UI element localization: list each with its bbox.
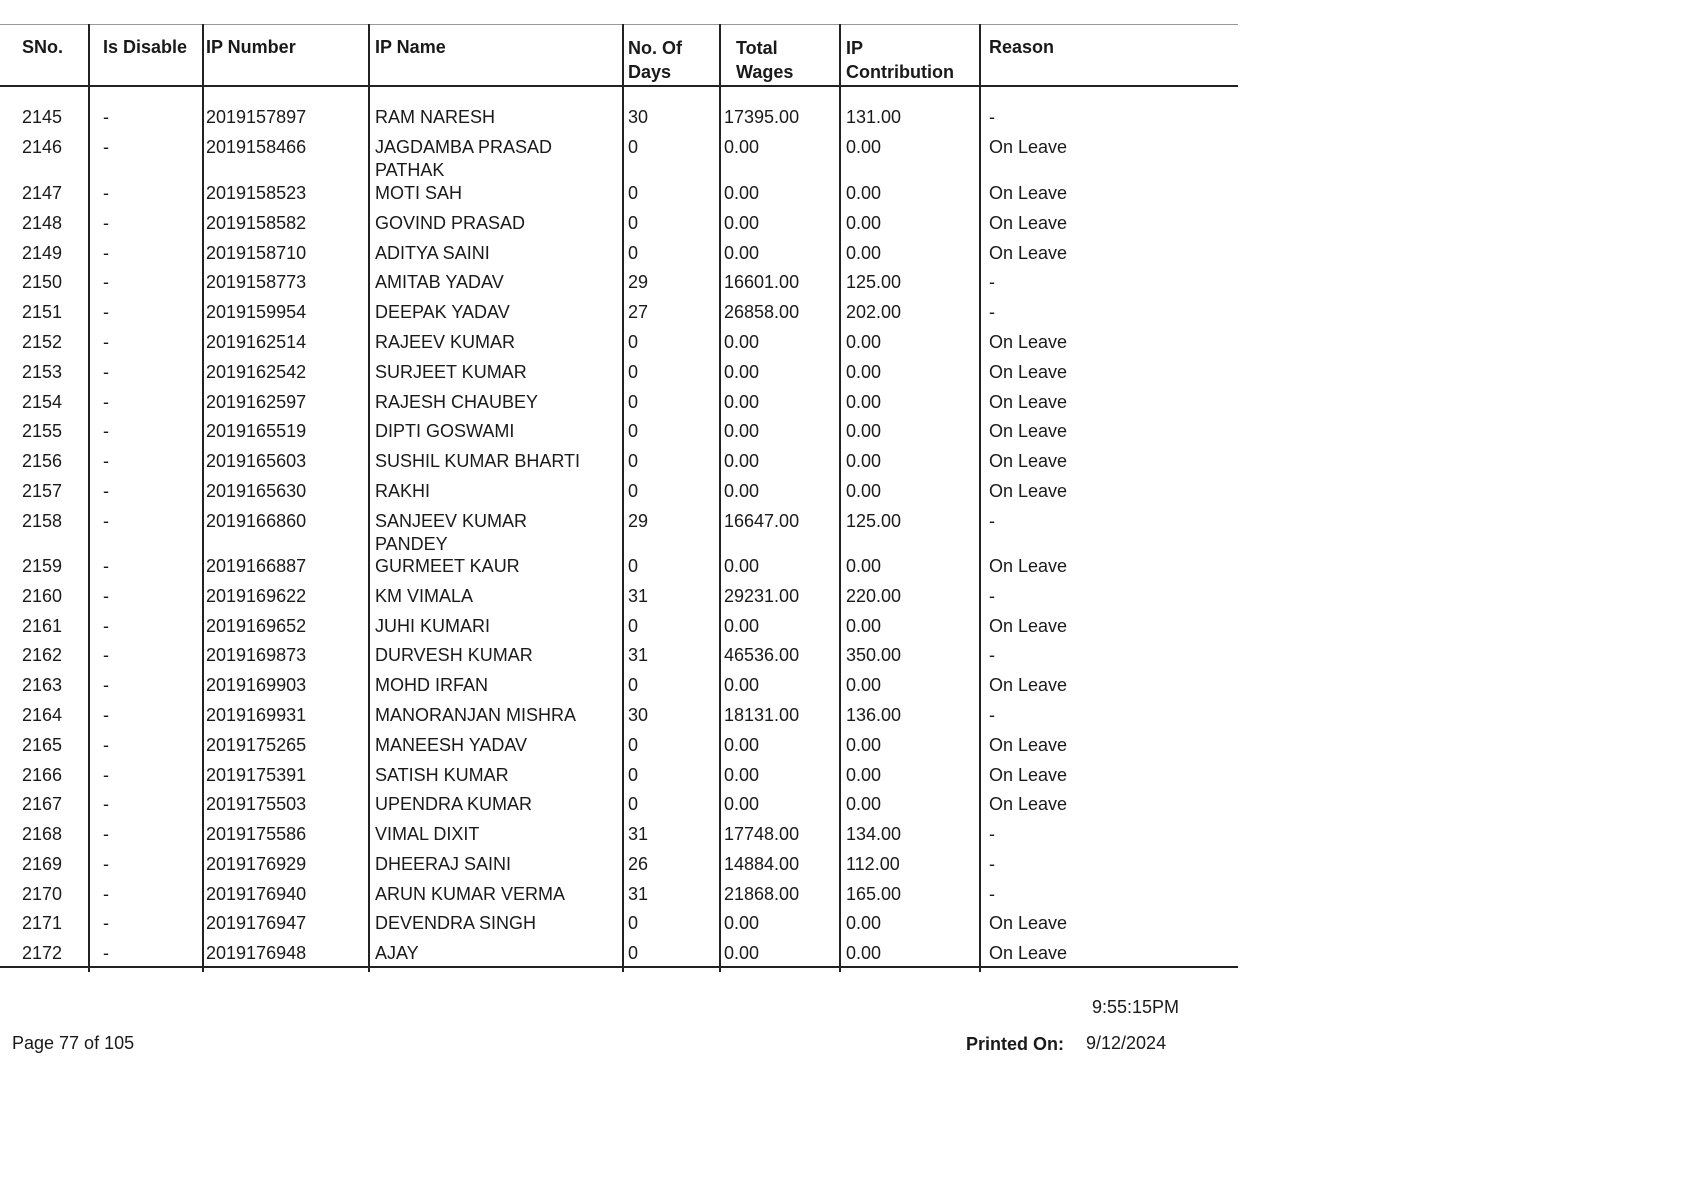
cell-contribution: 0.00 — [846, 243, 882, 263]
cell-is-disable: - — [103, 765, 109, 785]
cell-ip-name: JUHI KUMARI — [375, 616, 491, 636]
cell-sno: 2170 — [22, 884, 63, 904]
print-time: 9:55:15PM — [1092, 997, 1180, 1017]
column-header-is-disable: Is Disable — [103, 37, 188, 57]
cell-contribution: 125.00 — [846, 272, 902, 292]
cell-days: 0 — [628, 735, 639, 755]
cell-wages: 0.00 — [724, 765, 760, 785]
cell-ip-number: 2019158523 — [206, 183, 307, 203]
column-divider — [719, 24, 721, 972]
cell-sno: 2169 — [22, 854, 63, 874]
cell-days: 0 — [628, 913, 639, 933]
cell-reason: On Leave — [989, 556, 1068, 576]
cell-days: 0 — [628, 675, 639, 695]
cell-reason: - — [989, 645, 995, 665]
cell-ip-name: RAJEEV KUMAR — [375, 332, 516, 352]
cell-contribution: 0.00 — [846, 451, 882, 471]
cell-days: 0 — [628, 392, 639, 412]
cell-is-disable: - — [103, 481, 109, 501]
cell-wages: 16647.00 — [724, 511, 800, 531]
cell-is-disable: - — [103, 586, 109, 606]
cell-reason: On Leave — [989, 392, 1068, 412]
cell-reason: On Leave — [989, 243, 1068, 263]
cell-is-disable: - — [103, 421, 109, 441]
column-divider — [622, 24, 624, 972]
cell-ip-name: AMITAB YADAV — [375, 272, 504, 292]
cell-is-disable: - — [103, 913, 109, 933]
cell-ip-name: MOHD IRFAN — [375, 675, 489, 695]
cell-is-disable: - — [103, 183, 109, 203]
cell-ip-number: 2019162514 — [206, 332, 307, 352]
cell-sno: 2149 — [22, 243, 63, 263]
cell-ip-number: 2019169622 — [206, 586, 307, 606]
cell-is-disable: - — [103, 302, 109, 322]
cell-ip-name: SURJEET KUMAR — [375, 362, 527, 382]
cell-contribution: 125.00 — [846, 511, 902, 531]
cell-ip-number: 2019176940 — [206, 884, 307, 904]
cell-wages: 18131.00 — [724, 705, 800, 725]
cell-reason: - — [989, 302, 995, 322]
cell-wages: 0.00 — [724, 451, 760, 471]
cell-ip-number: 2019175391 — [206, 765, 307, 785]
cell-is-disable: - — [103, 884, 109, 904]
cell-ip-name: DEEPAK YADAV — [375, 302, 510, 322]
cell-is-disable: - — [103, 362, 109, 382]
cell-days: 26 — [628, 854, 649, 874]
cell-sno: 2162 — [22, 645, 63, 665]
cell-ip-number: 2019165630 — [206, 481, 307, 501]
cell-reason: On Leave — [989, 913, 1068, 933]
cell-contribution: 131.00 — [846, 107, 902, 127]
cell-ip-name: RAM NARESH — [375, 107, 496, 127]
cell-sno: 2160 — [22, 586, 63, 606]
cell-ip-number: 2019166860 — [206, 511, 307, 531]
cell-is-disable: - — [103, 943, 109, 963]
column-header-ip-name: IP Name — [375, 37, 446, 57]
cell-sno: 2161 — [22, 616, 63, 636]
cell-ip-name: RAKHI — [375, 481, 431, 501]
cell-contribution: 0.00 — [846, 735, 882, 755]
cell-ip-name: GOVIND PRASAD — [375, 213, 526, 233]
cell-reason: On Leave — [989, 421, 1068, 441]
column-header-days: No. Of Days — [628, 38, 682, 82]
cell-ip-name: MANEESH YADAV — [375, 735, 528, 755]
cell-sno: 2159 — [22, 556, 63, 576]
cell-ip-number: 2019175586 — [206, 824, 307, 844]
cell-days: 31 — [628, 645, 649, 665]
cell-ip-name: DURVESH KUMAR — [375, 645, 533, 665]
cell-ip-name: RAJESH CHAUBEY — [375, 392, 539, 412]
page-number: Page 77 of 105 — [12, 1033, 135, 1053]
cell-reason: - — [989, 511, 995, 531]
column-header-ip-number: IP Number — [206, 37, 296, 57]
cell-is-disable: - — [103, 511, 109, 531]
cell-contribution: 0.00 — [846, 616, 882, 636]
cell-reason: - — [989, 107, 995, 127]
cell-sno: 2164 — [22, 705, 63, 725]
cell-ip-name: MOTI SAH — [375, 183, 463, 203]
table-top-rule — [0, 24, 1238, 25]
cell-days: 31 — [628, 884, 649, 904]
cell-sno: 2158 — [22, 511, 63, 531]
cell-ip-name: ADITYA SAINI — [375, 243, 490, 263]
cell-is-disable: - — [103, 645, 109, 665]
cell-sno: 2165 — [22, 735, 63, 755]
cell-contribution: 202.00 — [846, 302, 902, 322]
printed-on-label: Printed On: — [966, 1034, 1064, 1054]
cell-contribution: 0.00 — [846, 183, 882, 203]
cell-ip-number: 2019165603 — [206, 451, 307, 471]
cell-wages: 0.00 — [724, 392, 760, 412]
cell-contribution: 0.00 — [846, 481, 882, 501]
cell-ip-number: 2019157897 — [206, 107, 307, 127]
cell-is-disable: - — [103, 332, 109, 352]
cell-reason: On Leave — [989, 362, 1068, 382]
cell-ip-number: 2019169652 — [206, 616, 307, 636]
cell-wages: 46536.00 — [724, 645, 800, 665]
cell-ip-name: SATISH KUMAR — [375, 765, 509, 785]
cell-is-disable: - — [103, 243, 109, 263]
cell-days: 31 — [628, 586, 649, 606]
cell-days: 30 — [628, 107, 649, 127]
cell-days: 0 — [628, 183, 639, 203]
cell-wages: 0.00 — [724, 481, 760, 501]
header-bottom-rule — [0, 85, 1238, 87]
cell-ip-name: DEVENDRA SINGH — [375, 913, 537, 933]
cell-wages: 0.00 — [724, 332, 760, 352]
cell-ip-name: GURMEET KAUR — [375, 556, 520, 576]
cell-days: 0 — [628, 421, 639, 441]
cell-wages: 0.00 — [724, 137, 760, 157]
cell-wages: 0.00 — [724, 675, 760, 695]
cell-is-disable: - — [103, 556, 109, 576]
cell-ip-number: 2019158773 — [206, 272, 307, 292]
cell-wages: 0.00 — [724, 421, 760, 441]
cell-is-disable: - — [103, 616, 109, 636]
cell-ip-number: 2019165519 — [206, 421, 307, 441]
cell-contribution: 350.00 — [846, 645, 902, 665]
cell-sno: 2147 — [22, 183, 63, 203]
cell-days: 31 — [628, 824, 649, 844]
cell-reason: On Leave — [989, 735, 1068, 755]
cell-ip-name: MANORANJAN MISHRA — [375, 705, 577, 725]
cell-is-disable: - — [103, 213, 109, 233]
cell-sno: 2146 — [22, 137, 63, 157]
cell-contribution: 0.00 — [846, 556, 882, 576]
cell-wages: 17395.00 — [724, 107, 800, 127]
cell-reason: On Leave — [989, 943, 1068, 963]
cell-sno: 2148 — [22, 213, 63, 233]
cell-is-disable: - — [103, 272, 109, 292]
cell-wages: 0.00 — [724, 943, 760, 963]
cell-is-disable: - — [103, 107, 109, 127]
cell-days: 0 — [628, 213, 639, 233]
cell-is-disable: - — [103, 735, 109, 755]
cell-ip-number: 2019158582 — [206, 213, 307, 233]
cell-wages: 0.00 — [724, 362, 760, 382]
cell-wages: 0.00 — [724, 913, 760, 933]
cell-reason: On Leave — [989, 332, 1068, 352]
cell-wages: 16601.00 — [724, 272, 800, 292]
cell-days: 29 — [628, 272, 649, 292]
cell-ip-number: 2019176929 — [206, 854, 307, 874]
cell-wages: 17748.00 — [724, 824, 800, 844]
cell-reason: On Leave — [989, 213, 1068, 233]
cell-sno: 2151 — [22, 302, 63, 322]
printed-on-date: 9/12/2024 — [1086, 1033, 1167, 1053]
cell-days: 0 — [628, 481, 639, 501]
cell-ip-name: VIMAL DIXIT — [375, 824, 480, 844]
cell-is-disable: - — [103, 675, 109, 695]
cell-sno: 2156 — [22, 451, 63, 471]
cell-wages: 0.00 — [724, 556, 760, 576]
column-divider — [839, 24, 841, 972]
cell-sno: 2150 — [22, 272, 63, 292]
column-divider — [88, 24, 90, 972]
table-bottom-rule — [0, 966, 1238, 968]
cell-reason: - — [989, 586, 995, 606]
cell-contribution: 0.00 — [846, 765, 882, 785]
cell-ip-name: UPENDRA KUMAR — [375, 794, 533, 814]
cell-ip-number: 2019176947 — [206, 913, 307, 933]
cell-sno: 2157 — [22, 481, 63, 501]
cell-is-disable: - — [103, 137, 109, 157]
cell-ip-number: 2019158710 — [206, 243, 307, 263]
cell-sno: 2153 — [22, 362, 63, 382]
cell-reason: On Leave — [989, 794, 1068, 814]
cell-contribution: 165.00 — [846, 884, 902, 904]
column-divider — [368, 24, 370, 972]
cell-is-disable: - — [103, 854, 109, 874]
cell-days: 0 — [628, 451, 639, 471]
cell-days: 0 — [628, 616, 639, 636]
cell-days: 0 — [628, 243, 639, 263]
cell-reason: On Leave — [989, 451, 1068, 471]
cell-contribution: 0.00 — [846, 137, 882, 157]
cell-days: 0 — [628, 362, 639, 382]
cell-ip-number: 2019169903 — [206, 675, 307, 695]
cell-ip-name: AJAY — [375, 943, 419, 963]
cell-contribution: 136.00 — [846, 705, 902, 725]
cell-wages: 0.00 — [724, 794, 760, 814]
cell-sno: 2167 — [22, 794, 63, 814]
cell-contribution: 0.00 — [846, 421, 882, 441]
cell-contribution: 0.00 — [846, 943, 882, 963]
cell-ip-number: 2019176948 — [206, 943, 307, 963]
cell-contribution: 220.00 — [846, 586, 902, 606]
cell-reason: On Leave — [989, 137, 1068, 157]
cell-reason: On Leave — [989, 616, 1068, 636]
cell-ip-name: ARUN KUMAR VERMA — [375, 884, 566, 904]
cell-ip-number: 2019169931 — [206, 705, 307, 725]
cell-ip-name: KM VIMALA — [375, 586, 474, 606]
cell-sno: 2172 — [22, 943, 63, 963]
cell-ip-number: 2019175265 — [206, 735, 307, 755]
column-divider — [979, 24, 981, 972]
cell-days: 0 — [628, 332, 639, 352]
cell-contribution: 0.00 — [846, 794, 882, 814]
cell-days: 30 — [628, 705, 649, 725]
cell-days: 0 — [628, 943, 639, 963]
cell-wages: 0.00 — [724, 616, 760, 636]
cell-sno: 2155 — [22, 421, 63, 441]
cell-contribution: 0.00 — [846, 332, 882, 352]
cell-sno: 2166 — [22, 765, 63, 785]
cell-is-disable: - — [103, 824, 109, 844]
cell-is-disable: - — [103, 392, 109, 412]
cell-is-disable: - — [103, 794, 109, 814]
cell-wages: 0.00 — [724, 183, 760, 203]
cell-wages: 0.00 — [724, 213, 760, 233]
cell-sno: 2145 — [22, 107, 63, 127]
cell-sno: 2152 — [22, 332, 63, 352]
cell-ip-number: 2019175503 — [206, 794, 307, 814]
cell-contribution: 0.00 — [846, 392, 882, 412]
cell-contribution: 0.00 — [846, 362, 882, 382]
cell-contribution: 0.00 — [846, 913, 882, 933]
cell-wages: 14884.00 — [724, 854, 800, 874]
cell-ip-number: 2019162542 — [206, 362, 307, 382]
cell-days: 29 — [628, 511, 649, 531]
cell-wages: 29231.00 — [724, 586, 800, 606]
cell-contribution: 0.00 — [846, 675, 882, 695]
cell-ip-number: 2019169873 — [206, 645, 307, 665]
cell-ip-number: 2019158466 — [206, 137, 307, 157]
cell-days: 0 — [628, 765, 639, 785]
cell-sno: 2168 — [22, 824, 63, 844]
cell-ip-name: DHEERAJ SAINI — [375, 854, 512, 874]
cell-reason: On Leave — [989, 481, 1068, 501]
column-divider — [202, 24, 204, 972]
cell-is-disable: - — [103, 451, 109, 471]
cell-reason: - — [989, 272, 995, 292]
cell-wages: 26858.00 — [724, 302, 800, 322]
cell-contribution: 0.00 — [846, 213, 882, 233]
cell-reason: On Leave — [989, 765, 1068, 785]
cell-ip-number: 2019159954 — [206, 302, 307, 322]
column-header-reason: Reason — [989, 37, 1055, 57]
cell-sno: 2154 — [22, 392, 63, 412]
cell-days: 27 — [628, 302, 649, 322]
cell-wages: 21868.00 — [724, 884, 800, 904]
cell-days: 0 — [628, 556, 639, 576]
cell-ip-name: SANJEEV KUMAR PANDEY — [375, 511, 528, 554]
cell-reason: - — [989, 884, 995, 904]
cell-reason: - — [989, 854, 995, 874]
cell-ip-name: DIPTI GOSWAMI — [375, 421, 515, 441]
cell-days: 0 — [628, 137, 639, 157]
cell-sno: 2171 — [22, 913, 63, 933]
cell-is-disable: - — [103, 705, 109, 725]
cell-ip-name: JAGDAMBA PRASAD PATHAK — [375, 137, 553, 180]
cell-ip-number: 2019166887 — [206, 556, 307, 576]
cell-ip-name: SUSHIL KUMAR BHARTI — [375, 451, 581, 471]
cell-wages: 0.00 — [724, 735, 760, 755]
cell-days: 0 — [628, 794, 639, 814]
cell-ip-number: 2019162597 — [206, 392, 307, 412]
cell-wages: 0.00 — [724, 243, 760, 263]
cell-contribution: 134.00 — [846, 824, 902, 844]
cell-sno: 2163 — [22, 675, 63, 695]
cell-reason: On Leave — [989, 183, 1068, 203]
column-header-contribution: IP Contribution — [846, 38, 954, 82]
column-header-wages: Total Wages — [736, 38, 794, 82]
column-header-sno: SNo. — [22, 37, 64, 57]
cell-reason: - — [989, 705, 995, 725]
cell-reason: On Leave — [989, 675, 1068, 695]
cell-reason: - — [989, 824, 995, 844]
cell-contribution: 112.00 — [846, 854, 900, 874]
